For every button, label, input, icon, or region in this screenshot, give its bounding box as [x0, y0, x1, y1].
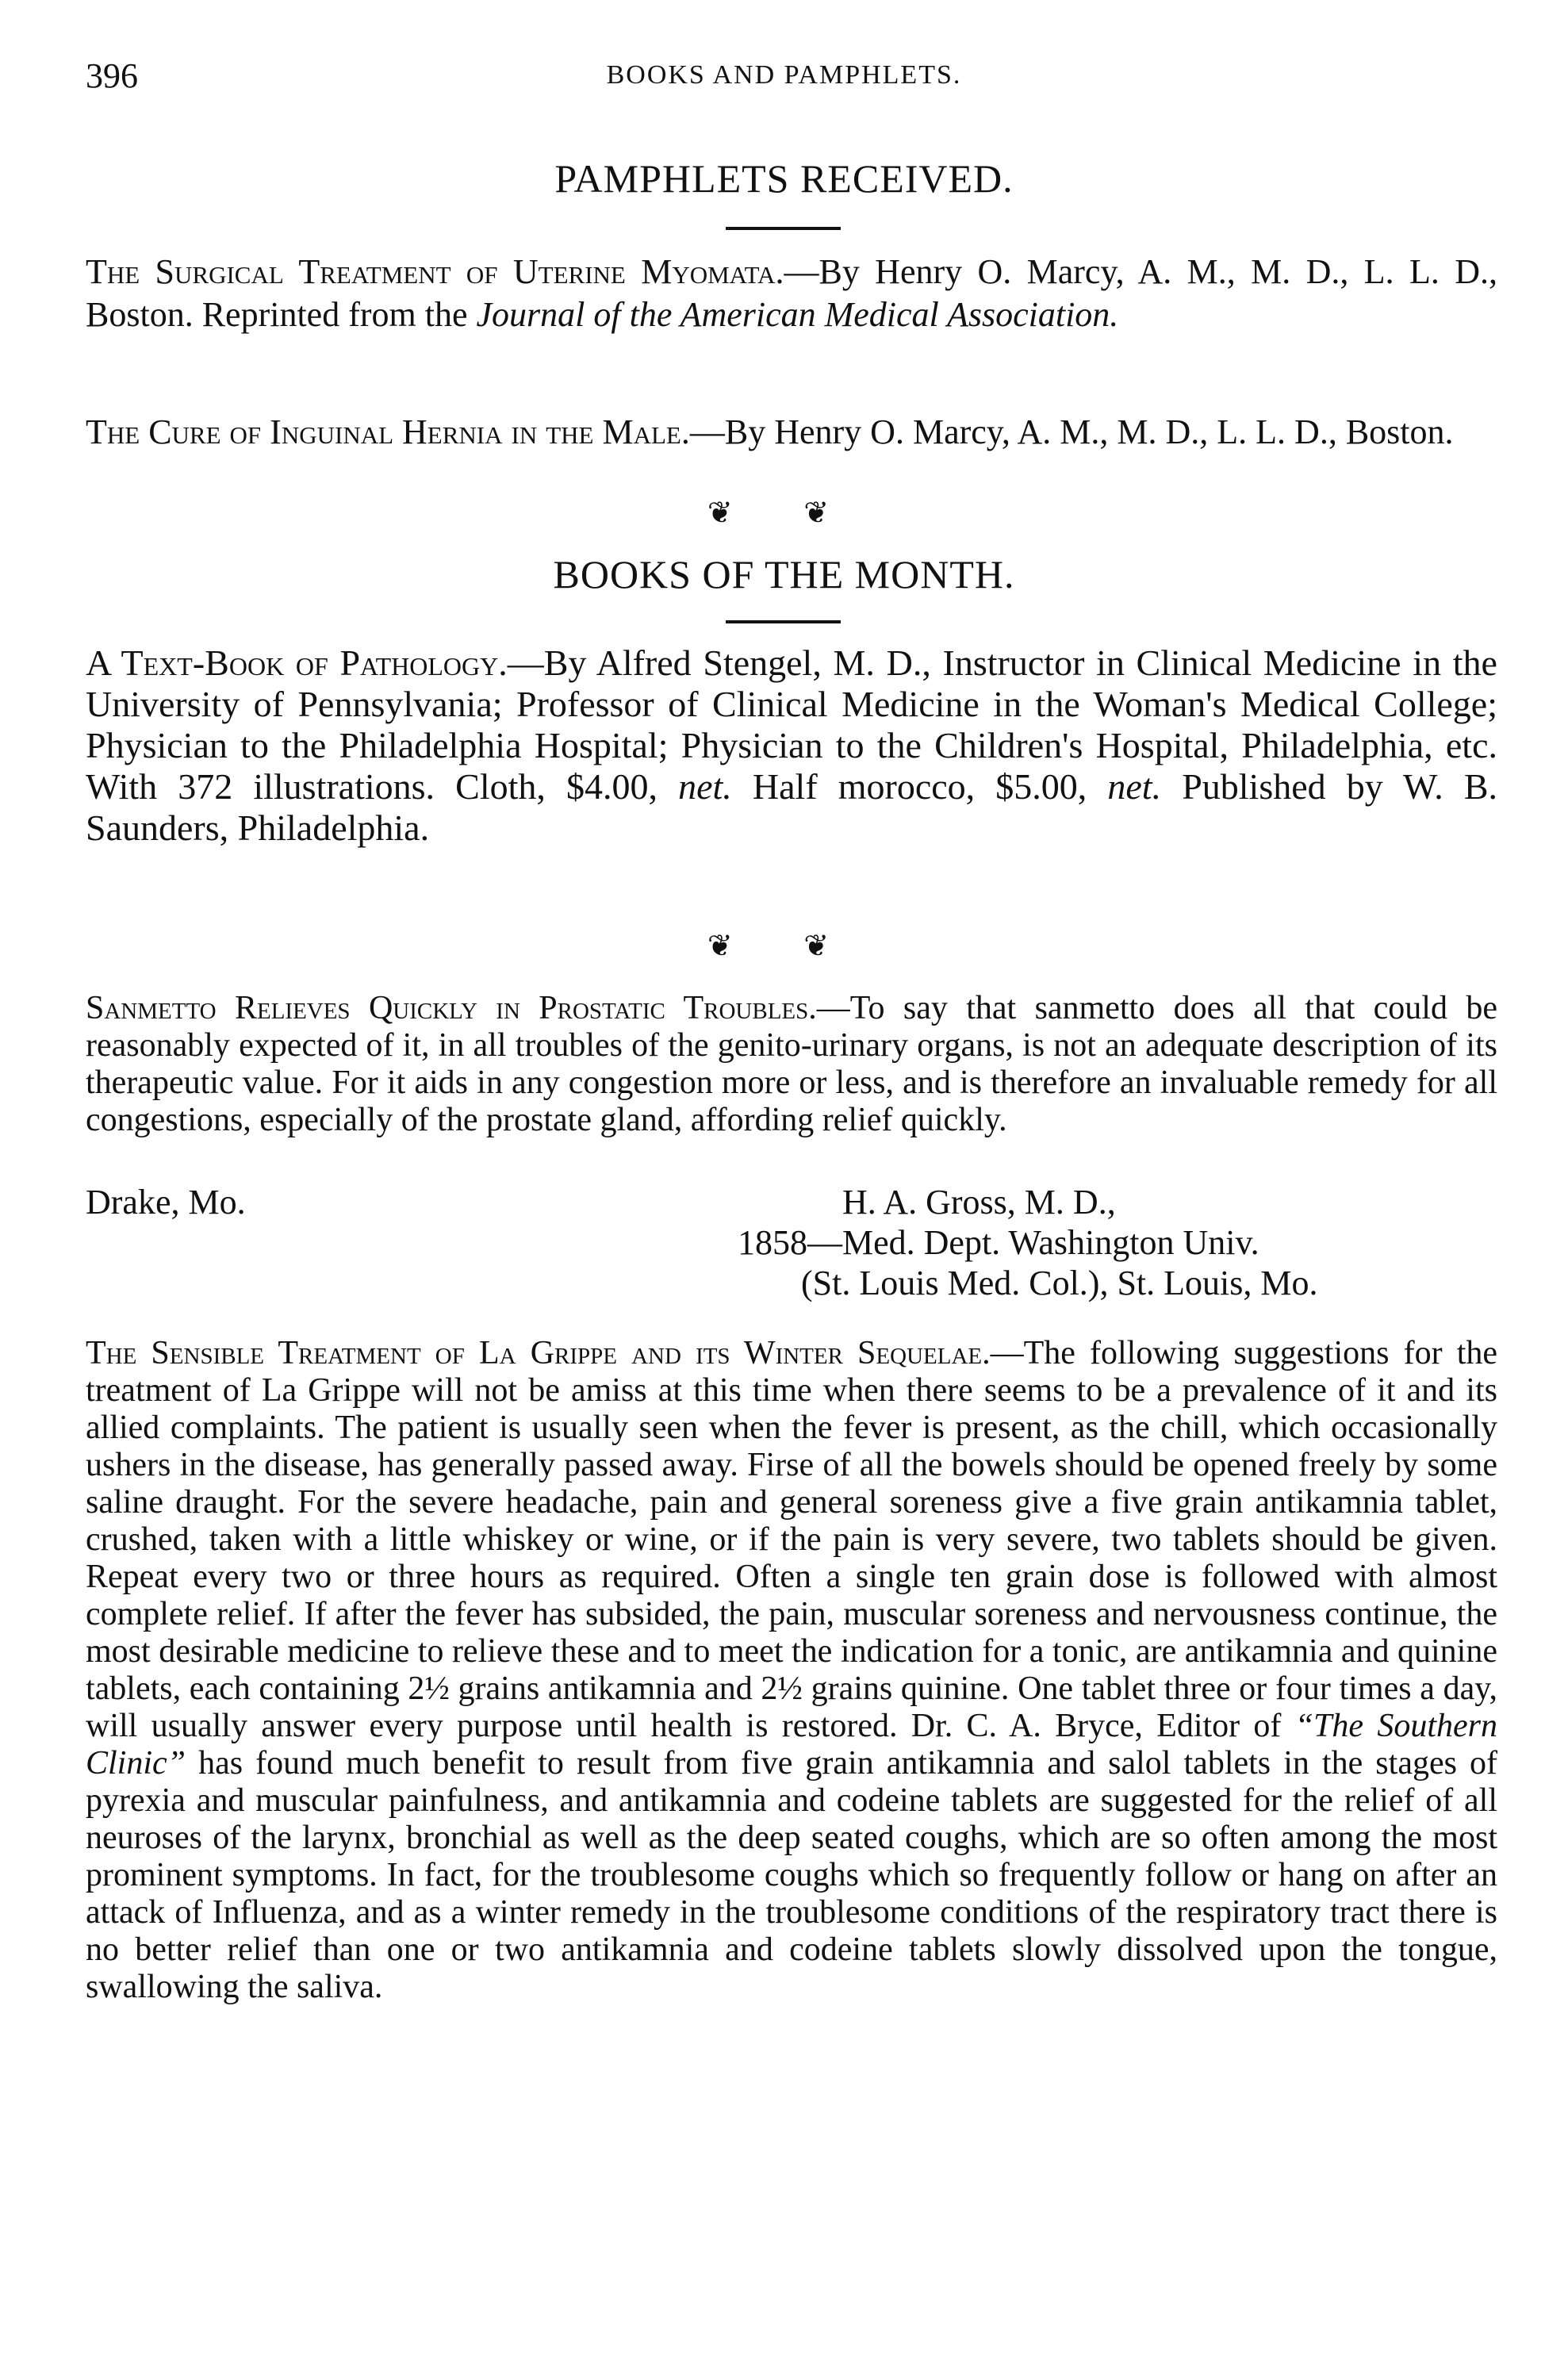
article-body: has found much benefit to result from five grain antikamnia and salol tablets in the stages of pyrexia and muscular painfulness, and antikamnia and codeine tablets are suggested for the relief of all neuroses of the larynx, bronchial as well as the deep seated coughs, which are so often among the most prominent symptoms. In fact, for the troublesome coughs which so frequently follow or hang on after an attack of Influenza, and as a winter remedy in the troublesome conditions of the respiratory tract there is no better relief than one or two antikamnia and codeine tablets slowly dissolved upon the tongue, swallowing the saliva.: [86, 1745, 1497, 2005]
pamphlet-entry: [86, 411, 1497, 454]
pamphlet-byline: —By Henry O. Marcy, A. M., M. D., L. L. D., Boston. Reprinted from the: [86, 252, 1497, 334]
signature-line: H. A. Gross, M. D.,: [842, 1183, 1116, 1222]
page-header: [0, 56, 1568, 103]
pamphlet-entry: [86, 251, 1497, 336]
books-section-title: BOOKS OF THE MONTH.: [553, 552, 1015, 596]
pamphlets-section-title: PAMPHLETS RECEIVED.: [554, 156, 1014, 201]
signature-line: (St. Louis Med. Col.), St. Louis, Mo.: [801, 1264, 1318, 1302]
ornament-divider: ❦ ❦: [707, 930, 861, 963]
article-body: —The following suggestions for the treatment of La Grippe will not be amiss at this time when there seems to be a prevalence of it and its allied complaints. The patient is usually seen when the fever is present, as the chill, which occasionally ushers in the disease, has generally passed away. Firse of all the bowels should be opened freely by some saline draught. For the severe headache, pain and general soreness give a five grain antikamnia tablet, crushed, taken with a little whiskey or wine, or if the pain is very severe, two tablets should be given. Repeat every two or three hours as required. Often a single ten grain dose is followed with almost complete relief. If after the fever has subsided, the pain, muscular soreness and nervousness continue, the most desirable medicine to relieve these and to meet the indication for a tonic, are antikamnia and quinine tablets, each containing 2½ grains antikamnia and 2½ grains quinine. One tablet three or four times a day, will usually answer every purpose until health is restored. Dr. C. A. Bryce, Editor of: [86, 1335, 1497, 1744]
journal-name: “The Southern Clinic”: [86, 1708, 1497, 1782]
book-entry: [86, 642, 1497, 849]
section-rule: [726, 227, 841, 230]
book-description: Half morocco, $5.00,: [731, 766, 1108, 807]
price-note: net.: [1107, 766, 1162, 807]
book-publisher: Published by W. B. Saunders, Philadelphia.: [86, 766, 1497, 848]
page-number: 396: [86, 56, 138, 95]
running-head: BOOKS AND PAMPHLETS.: [606, 60, 962, 90]
article-title: The Sensible Treatment of La Grippe and its Winter Sequelae.: [86, 1335, 991, 1371]
sanmetto-article: [86, 990, 1497, 1139]
signature-line: 1858—Med. Dept. Washington Univ.: [738, 1223, 1259, 1262]
book-title: A Text-Book of Pathology.: [86, 642, 508, 683]
grippe-article: [86, 1335, 1497, 2006]
pamphlet-title: The Cure of Inguinal Hernia in the Male.: [86, 412, 690, 451]
ornament-divider: ❦ ❦: [707, 497, 861, 530]
place-line: Drake, Mo.: [86, 1183, 246, 1222]
pamphlet-title: The Surgical Treatment of Uterine Myomata.: [86, 252, 784, 291]
section-rule: [726, 620, 841, 623]
book-description: —By Alfred Stengel, M. D., Instructor in Clinical Medicine in the University of Pennsylvania; Professor of Clinical Medicine in the Woman's Medical College; Physician to the Philadelphia Hospital; Physician to the Children's Hospital, Philadelphia, etc. With 372 illustrations. Cloth, $4.00,: [86, 642, 1497, 807]
article-body: —To say that sanmetto does all that could be reasonably expected of it, in all troubles of the genito-urinary organs, is not an adequate description of its therapeutic value. For it aids in any congestion more or less, and is therefore an invaluable remedy for all congestions, especially of the prostate gland, affording relief quickly.: [86, 990, 1497, 1138]
pamphlet-byline: —By Henry O. Marcy, A. M., M. D., L. L. D., Boston.: [689, 412, 1454, 451]
article-title: Sanmetto Relieves Quickly in Prostatic Troubles.: [86, 990, 817, 1026]
journal-name: Journal of the American Medical Association.: [476, 295, 1119, 334]
price-note: net.: [678, 766, 732, 807]
